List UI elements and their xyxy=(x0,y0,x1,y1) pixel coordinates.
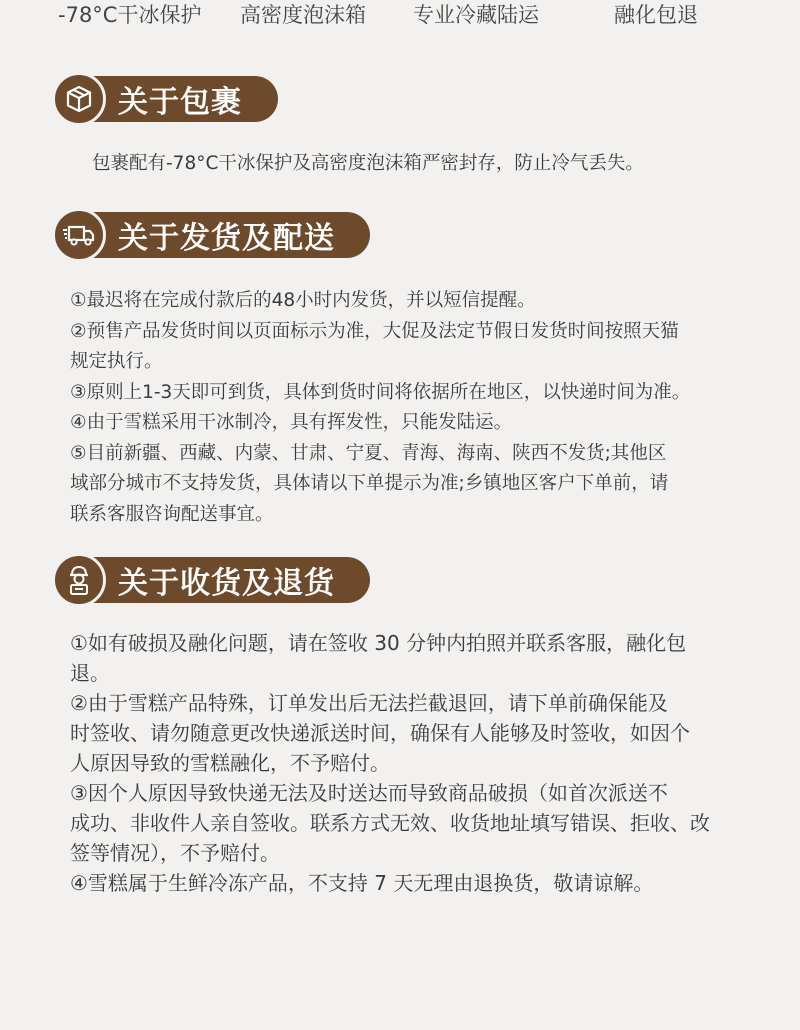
shipping-line: 域部分城市不支持发货，具体请以下单提示为准;乡镇地区客户下单前，请 xyxy=(70,473,669,494)
section-header-returns xyxy=(52,553,335,607)
returns-line: 退。 xyxy=(70,661,110,685)
courier-person-icon xyxy=(52,553,106,607)
benefits-strip xyxy=(0,0,800,30)
package-text: 包裹配有-78°C干冰保护及高密度泡沫箱严密封存，防止冷气丢失。 xyxy=(92,153,644,174)
shipping-terms xyxy=(70,286,740,530)
benefit-dry-ice: -78°C干冰保护 xyxy=(58,3,202,27)
delivery-truck-icon xyxy=(52,208,106,262)
section-title: 关于包裹 xyxy=(118,85,242,120)
package-description xyxy=(92,150,762,178)
shipping-line: ⑤目前新疆、西藏、内蒙、甘肃、宁夏、青海、海南、陕西不发货;其他区 xyxy=(70,442,667,464)
returns-line: 时签收、请勿随意更改快递派送时间，确保有人能够及时签收，如因个 xyxy=(70,721,690,745)
shipping-line: ①最迟将在完成付款后的48小时内发货，并以短信提醒。 xyxy=(70,290,536,311)
benefit-cold-transport: 专业冷藏陆运 xyxy=(413,3,539,27)
shipping-line: ③原则上1-3天即可到货，具体到货时间将依据所在地区，以快递时间为准。 xyxy=(70,381,691,403)
returns-line: 成功、非收件人亲自签收。联系方式无效、收货地址填写错误、拒收、改 xyxy=(70,811,710,835)
section-title: 关于收货及退货 xyxy=(118,566,335,601)
returns-line: 签等情况），不予赔付。 xyxy=(70,841,280,865)
shipping-line: ②预售产品发货时间以页面标示为准，大促及法定节假日发货时间按照天猫 xyxy=(70,320,679,342)
benefit-foam-box: 高密度泡沫箱 xyxy=(240,3,366,27)
section-header-shipping xyxy=(52,208,335,262)
package-box-icon xyxy=(52,72,106,126)
returns-line: ③因个人原因导致快递无法及时送达而导致商品破损（如首次派送不 xyxy=(70,781,668,805)
section-title: 关于发货及配送 xyxy=(118,221,335,256)
returns-line: 人原因导致的雪糕融化，不予赔付。 xyxy=(70,751,390,775)
shipping-line: 规定执行。 xyxy=(70,351,163,372)
shipping-line: ④由于雪糕采用干冰制冷，具有挥发性，只能发陆运。 xyxy=(70,412,513,433)
benefit-melt-refund: 融化包退 xyxy=(614,3,698,27)
returns-line: ④雪糕属于生鲜冷冻产品，不支持 7 天无理由退换货，敬请谅解。 xyxy=(70,871,654,895)
section-header-package xyxy=(52,72,242,126)
returns-line: ②由于雪糕产品特殊，订单发出后无法拦截退回，请下单前确保能及 xyxy=(70,691,668,715)
returns-line: ①如有破损及融化问题，请在签收 30 分钟内拍照并联系客服，融化包 xyxy=(70,631,687,655)
shipping-line: 联系客服咨询配送事宜。 xyxy=(70,503,274,525)
returns-terms xyxy=(70,628,740,898)
